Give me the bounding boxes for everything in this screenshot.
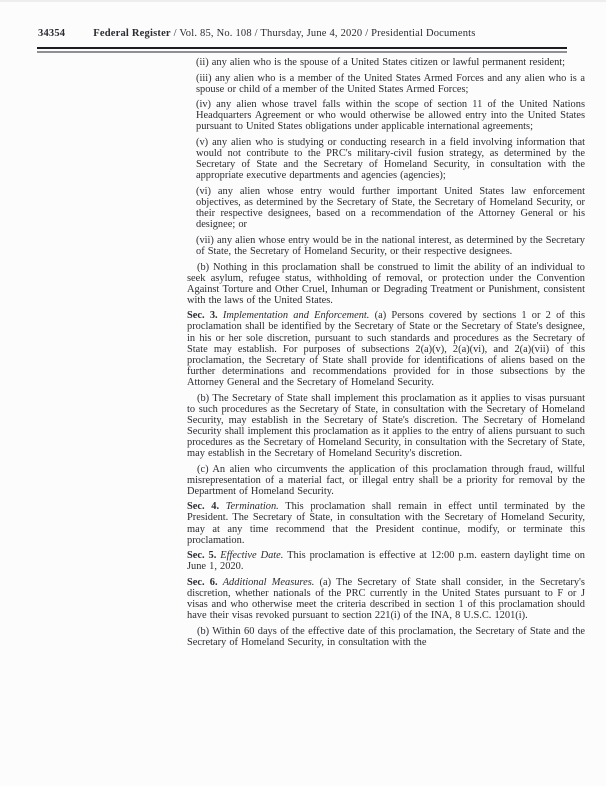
journal-title: Federal Register [93,28,171,39]
section-6-label: Sec. 6. [187,576,218,588]
page-header [38,28,586,40]
paragraph-clause-ii: (ii) any alien who is the spouse of a United States citizen or lawful permanent resident; [196,57,566,68]
section-4-text: This proclamation shall remain in effect until terminated by the President. The Secretary of State, in consultation with the Secretary of Homeland Security, may at any time recommend that the President continue, modify, or terminate this proclamation. [187,501,585,546]
header-rule-dark-line [37,47,567,49]
document-body [187,56,585,648]
paragraph-sec6 [187,572,585,621]
header-rule-gray-line [37,51,567,53]
section-3-title: Implementation and Enforcement. [222,310,370,322]
paragraph-clause-vii: (vii) any alien whose entry would be in the national interest, as determined by the Secretary of State, the Secretary of Homeland Security, or their respective designees. [196,234,585,257]
section-3-label: Sec. 3. [187,310,218,322]
paragraph-sec3 [187,306,585,388]
paragraph-clause-iii: (iii) any alien who is a member of the United States Armed Forces and any alien who is a spouse or child of a member of the United States Armed Forces; [196,72,585,95]
paragraph-clause-v: (v) any alien who is studying or conducting research in a field involving information that would not contribute to the PRC's military-civil fusion strategy, as determined by the Secretary of State and the Secretary of Homeland Security, in consultation with the appropriate executive departments and agencies (agencies); [196,137,585,182]
journal-citation: / Vol. 85, No. 108 / Thursday, June 4, 2020 / Presidential Documents [170,28,476,39]
section-6-text: (a) The Secretary of State shall consider, in the Secretary's discretion, whether nationals of the PRC currently in the United States pursuant to F or J visas and who otherwise meet the criteria described in section 1 of this proclamation should have their visas revoked pursuant to section 221(i) of the INA, 8 U.S.C. 1201(i). [187,576,585,622]
paragraph-sec6-b: (b) Within 60 days of the effective date of this proclamation, the Secretary of State and the Secretary of Homeland Security, in consultation with the [187,625,585,648]
paragraph-clause-vi: (vi) any alien whose entry would further important United States law enforcement objectives, as determined by the Secretary of State, the Secretary of Homeland Security, or their respective designees, based on a recommendation of the Attorney General or his designee; or [196,185,585,231]
section-4-title: Termination. [225,501,279,513]
paragraph-sec4 [187,497,585,546]
paragraph-sec5 [187,546,585,573]
section-5-label: Sec. 5. [187,550,217,562]
paragraph-sec3-c: (c) An alien who circumvents the application of this proclamation through fraud, willful misrepresentation of a material fact, or illegal entry shall be a priority for removal by the Department of Homeland Security. [187,463,585,497]
header-rule [37,47,567,53]
page-number: 34354 [38,28,66,39]
section-5-text: This proclamation is effective at 12:00 p.m. eastern daylight time on June 1, 2020. [187,550,585,573]
paragraph-sec3-b: (b) The Secretary of State shall implement this proclamation as it applies to visas pursuant to such procedures as the Secretary of State, in consultation with the Secretary of Homeland Security, may establish in the Secretary of State's discretion. The Secretary of Homeland Security shall implement this proclamation as it applies to the entry of aliens pursuant to such procedures as the Secretary of Homeland Security, in consultation with the Secretary of State, may establish in the Secretary of Homeland Security's discretion. [187,392,585,459]
paragraph-clause-iv: (iv) any alien whose travel falls within the scope of section 11 of the United Nations Headquarters Agreement or who would otherwise be allowed entry into the United States pursuant to United States obligations under applicable international agreements; [196,99,585,133]
paragraph-sec2-b: (b) Nothing in this proclamation shall be construed to limit the ability of an individual to seek asylum, refugee status, withholding of removal, or protection under the Convention Against Torture and Other Cruel, Inhuman or Degrading Treatment or Punishment, consistent with the laws of the United States. [187,261,585,306]
section-3-text: (a) Persons covered by sections 1 or 2 of this proclamation shall be identified by the Secretary of State or the Secretary of State's designee, in his or her sole discretion, pursuant to such standards and procedures as the Secretary of State may establish. For purposes of subsections 2(a)(v), 2(a)(vi), and 2(a)(vii) of this proclamation, the Secretary of State shall provide for identifications of aliens based on the further determinations and recommendations provided for in those subsections by the Attorney General and the Secretary of Homeland Security. [187,310,585,388]
section-4-label: Sec. 4. [187,501,220,513]
section-6-title: Additional Measures. [222,576,315,588]
section-5-title: Effective Date. [220,550,284,562]
